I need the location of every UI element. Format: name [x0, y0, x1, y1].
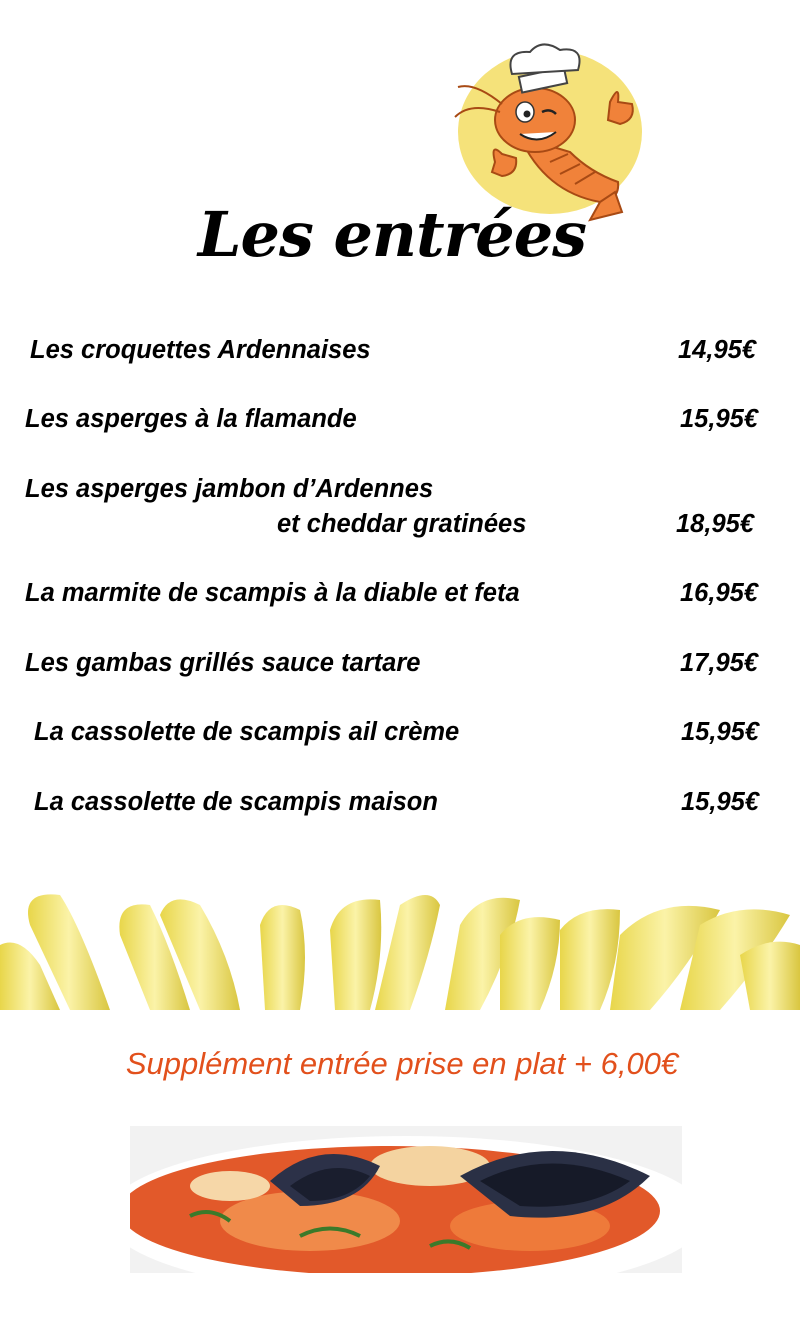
menu-item-price: 15,95€: [681, 718, 759, 746]
menu-item-price: 15,95€: [681, 788, 759, 816]
supplement-note: Supplément entrée prise en plat + 6,00€: [125, 1046, 679, 1081]
menu-item-price: 14,95€: [678, 336, 756, 364]
menu-item-name: La marmite de scampis à la diable et feta: [25, 579, 520, 607]
menu-item-name: Les asperges à la flamande: [25, 405, 357, 433]
menu-item-name: La cassolette de scampis ail crème: [34, 718, 460, 746]
shrimp-chef-icon: [450, 42, 650, 222]
menu-item-name-continued: et cheddar gratinées: [277, 510, 527, 538]
menu-item-price: 16,95€: [680, 579, 758, 607]
menu-item-name: Les gambas grillés sauce tartare: [25, 649, 421, 677]
menu-item-price: 18,95€: [676, 510, 754, 538]
menu-item-price: 17,95€: [680, 649, 758, 677]
seafood-soup-photo: [130, 1126, 682, 1273]
menu-item-name: La cassolette de scampis maison: [34, 788, 438, 816]
menu-item-name: Les asperges jambon d’Ardennes: [25, 475, 434, 503]
menu-item-name: Les croquettes Ardennaises: [30, 336, 371, 364]
menu-item-price: 15,95€: [680, 405, 758, 433]
page-title: Les entrées: [197, 198, 587, 271]
asparagus-banner: [0, 885, 800, 1010]
